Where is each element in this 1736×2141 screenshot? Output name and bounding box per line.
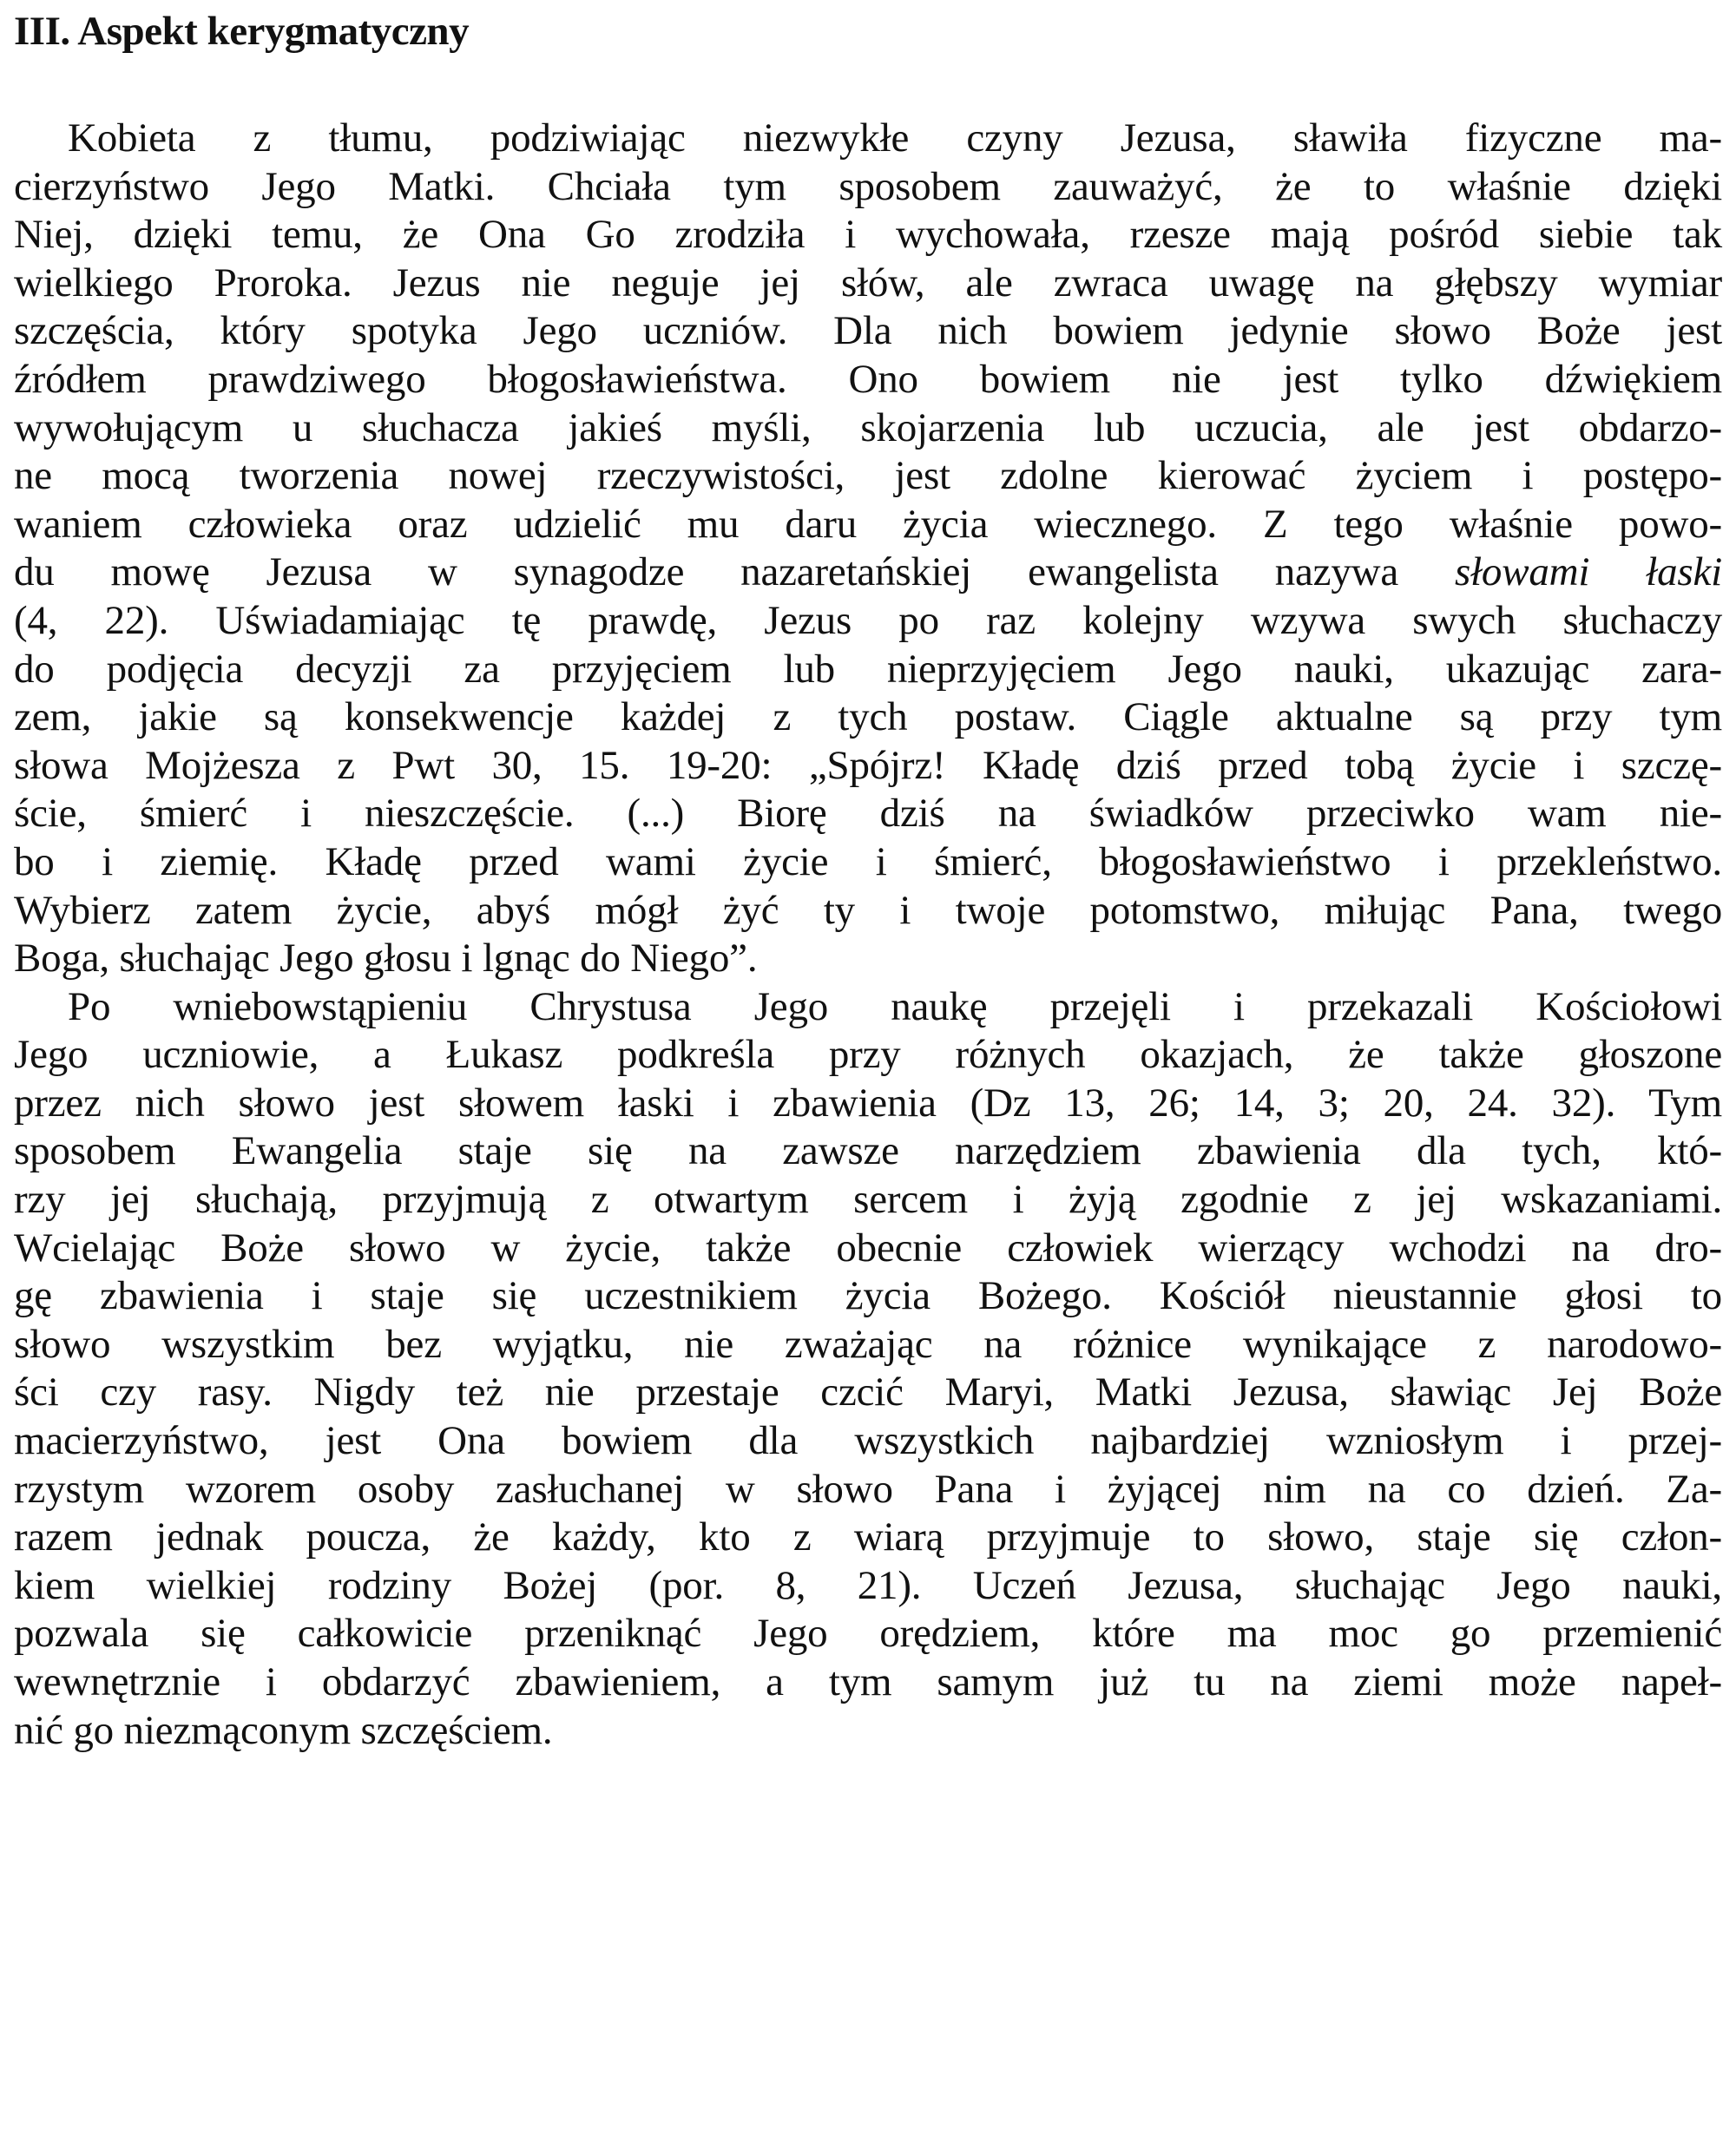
text-line: wewnętrznie i obdarzyć zbawieniem, a tym samym już tu na ziemi może napeł-: [14, 1659, 1722, 1704]
text-line: Boga, słuchając Jego głosu i lgnąc do Niego”.: [14, 936, 758, 982]
text-line: Po wniebowstąpieniu Chrystusa Jego naukę przejęli i przekazali Kościołowi: [68, 983, 1722, 1029]
paragraph-2: [14, 983, 1722, 1756]
text-line: sposobem Ewangelia staje się na zawsze narzędziem zbawienia dla tych, któ-: [14, 1128, 1722, 1174]
text-line: Niej, dzięki temu, że Ona Go zrodziła i wychowała, rzesze mają pośród siebie tak: [14, 212, 1722, 258]
text-line: nić go niezmąconym szczęściem.: [14, 1707, 553, 1753]
text-line: ści czy rasy. Nigdy też nie przestaje czcić Maryi, Matki Jezusa, sławiąc Jej Boże: [14, 1369, 1722, 1415]
text-line: Kobieta z tłumu, podziwiając niezwykłe czyny Jezusa, sławiła fizyczne ma-: [68, 115, 1722, 161]
text-segment: du mowę Jezusa w synagodze nazaretańskiej ewangelista nazywa: [14, 549, 1455, 595]
text-line: ne mocą tworzenia nowej rzeczywistości, jest zdolne kierować życiem i postępo-: [14, 453, 1722, 499]
text-line: słowa Mojżesza z Pwt 30, 15. 19-20: „Spójrz! Kładę dziś przed tobą życie i szczę-: [14, 742, 1722, 788]
text-line: gę zbawienia i staje się uczestnikiem życia Bożego. Kościół nieustannie głosi to: [14, 1273, 1722, 1319]
text-line: wielkiego Proroka. Jezus nie neguje jej słów, ale zwraca uwagę na głębszy wymiar: [14, 259, 1722, 305]
text-line: przez nich słowo jest słowem łaski i zbawienia (Dz 13, 26; 14, 3; 20, 24. 32). Tym: [14, 1080, 1722, 1126]
text-line: macierzyństwo, jest Ona bowiem dla wszystkich najbardziej wzniosłym i przej-: [14, 1418, 1722, 1464]
text-line: wywołującym u słuchacza jakieś myśli, skojarzenia lub uczucia, ale jest obdarzo-: [14, 404, 1722, 450]
document-page: [14, 0, 1722, 1755]
text-line: zem, jakie są konsekwencje każdej z tych postaw. Ciągle aktualne są przy tym: [14, 694, 1722, 740]
text-line: (4, 22). Uświadamiając tę prawdę, Jezus po raz kolejny wzywa swych słuchaczy: [14, 597, 1722, 643]
text-line: słowo wszystkim bez wyjątku, nie zważając na różnice wynikające z narodowo-: [14, 1321, 1722, 1367]
paragraph-1: [14, 115, 1722, 983]
text-line: razem jednak poucza, że każdy, kto z wiarą przyjmuje to słowo, staje się człon-: [14, 1514, 1722, 1560]
text-line: rzy jej słuchają, przyjmują z otwartym sercem i żyją zgodnie z jej wskazaniami.: [14, 1177, 1722, 1223]
text-line: kiem wielkiej rodziny Bożej (por. 8, 21). Uczeń Jezusa, słuchając Jego nauki,: [14, 1562, 1722, 1608]
text-line: cierzyństwo Jego Matki. Chciała tym sposobem zauważyć, że to właśnie dzięki: [14, 163, 1722, 209]
text-line: Jego uczniowie, a Łukasz podkreśla przy różnych okazjach, że także głoszone: [14, 1032, 1722, 1078]
text-line: Wybierz zatem życie, abyś mógł żyć ty i twoje potomstwo, miłując Pana, twego: [14, 887, 1722, 933]
text-line: szczęścia, który spotyka Jego uczniów. Dla nich bowiem jedynie słowo Boże jest: [14, 308, 1722, 354]
text-line: rzystym wzorem osoby zasłuchanej w słowo Pana i żyjącej nim na co dzień. Za-: [14, 1466, 1722, 1512]
text-line: bo i ziemię. Kładę przed wami życie i śmierć, błogosławieństwo i przekleństwo.: [14, 838, 1722, 884]
body-text: [14, 115, 1722, 1755]
text-line: źródłem prawdziwego błogosławieństwa. Ono bowiem nie jest tylko dźwiękiem: [14, 356, 1722, 402]
text-line: Wcielając Boże słowo w życie, także obecnie człowiek wierzący wchodzi na dro-: [14, 1225, 1722, 1271]
text-line: ście, śmierć i nieszczęście. (...) Biorę dziś na świadków przeciwko wam nie-: [14, 791, 1722, 837]
text-line: waniem człowieka oraz udzielić mu daru życia wiecznego. Z tego właśnie powo-: [14, 501, 1722, 547]
italic-phrase: słowami łaski: [1454, 549, 1722, 595]
text-line-with-italic: [14, 548, 1722, 597]
text-line: pozwala się całkowicie przeniknąć Jego orędziem, które ma moc go przemienić: [14, 1611, 1722, 1657]
section-heading: III. Aspekt kerygmatyczny: [14, 9, 470, 54]
text-line: do podjęcia decyzji za przyjęciem lub nieprzyjęciem Jego nauki, ukazując zara-: [14, 646, 1722, 692]
